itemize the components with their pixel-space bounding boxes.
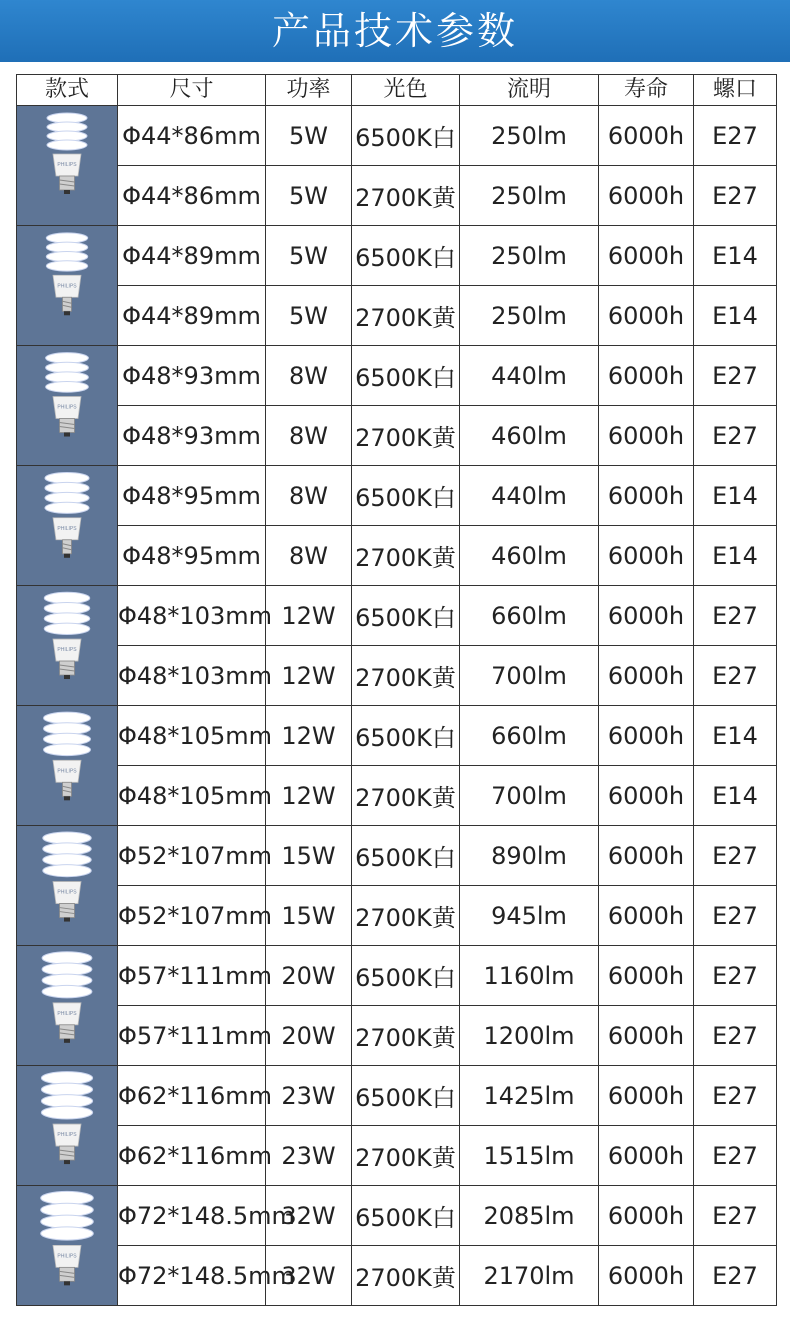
cell-base: E14 [694, 226, 777, 286]
cell-power: 32W [266, 1186, 352, 1246]
cell-base: E27 [694, 1186, 777, 1246]
cell-life: 6000h [599, 406, 694, 466]
cell-power: 23W [266, 1066, 352, 1126]
cell-life: 6000h [599, 286, 694, 346]
svg-text:PHILIPS: PHILIPS [57, 767, 77, 774]
cell-base: E14 [694, 706, 777, 766]
product-image-cell [17, 346, 118, 466]
cell-power: 8W [266, 346, 352, 406]
bulb-image [33, 830, 101, 942]
cell-lumen: 250lm [460, 166, 599, 226]
cell-base: E27 [694, 166, 777, 226]
cell-life: 6000h [599, 766, 694, 826]
bulb-image [33, 230, 101, 342]
header-row [17, 75, 777, 106]
cell-size: Φ72*148.5mm [118, 1246, 266, 1306]
cell-size: Φ52*107mm [118, 826, 266, 886]
cell-size: Φ62*116mm [118, 1126, 266, 1186]
cell-color: 2700K黄 [352, 286, 460, 346]
cell-color: 6500K白 [352, 706, 460, 766]
cell-life: 6000h [599, 166, 694, 226]
product-image-cell [17, 586, 118, 706]
page-title: 产品技术参数 [271, 9, 518, 53]
cell-base: E27 [694, 1006, 777, 1066]
cell-lumen: 2170lm [460, 1246, 599, 1306]
cell-power: 5W [266, 166, 352, 226]
cell-color: 6500K白 [352, 826, 460, 886]
header-color: 光色 [352, 75, 460, 106]
cell-base: E14 [694, 466, 777, 526]
cell-color: 6500K白 [352, 466, 460, 526]
cell-lumen: 1160lm [460, 946, 599, 1006]
cell-life: 6000h [599, 646, 694, 706]
cell-lumen: 440lm [460, 466, 599, 526]
cell-life: 6000h [599, 1186, 694, 1246]
cell-base: E27 [694, 886, 777, 946]
cell-power: 5W [266, 106, 352, 166]
bulb-image [33, 350, 101, 462]
cell-size: Φ52*107mm [118, 886, 266, 946]
header-lumen: 流明 [460, 75, 599, 106]
cell-lumen: 700lm [460, 766, 599, 826]
table-row [17, 1006, 777, 1066]
cell-size: Φ44*86mm [118, 166, 266, 226]
header-style: 款式 [17, 75, 118, 106]
cell-life: 6000h [599, 1066, 694, 1126]
product-image-cell [17, 826, 118, 946]
cell-color: 2700K黄 [352, 1246, 460, 1306]
cell-base: E27 [694, 946, 777, 1006]
cell-size: Φ48*103mm [118, 586, 266, 646]
cell-size: Φ57*111mm [118, 946, 266, 1006]
cell-lumen: 700lm [460, 646, 599, 706]
bulb-image [33, 1070, 101, 1182]
table-row [17, 766, 777, 826]
cell-power: 8W [266, 526, 352, 586]
cell-base: E27 [694, 1246, 777, 1306]
header-base: 螺口 [694, 75, 777, 106]
cell-base: E27 [694, 106, 777, 166]
cell-color: 2700K黄 [352, 1126, 460, 1186]
table-row [17, 826, 777, 886]
cell-lumen: 440lm [460, 346, 599, 406]
cell-base: E27 [694, 1066, 777, 1126]
cell-power: 12W [266, 766, 352, 826]
cell-life: 6000h [599, 526, 694, 586]
cell-lumen: 250lm [460, 106, 599, 166]
svg-text:PHILIPS: PHILIPS [57, 282, 77, 289]
cell-base: E27 [694, 646, 777, 706]
product-image-cell [17, 1186, 118, 1306]
cell-power: 15W [266, 826, 352, 886]
svg-text:PHILIPS: PHILIPS [57, 1252, 77, 1259]
cell-lumen: 660lm [460, 586, 599, 646]
cell-power: 32W [266, 1246, 352, 1306]
header-power: 功率 [266, 75, 352, 106]
svg-text:PHILIPS: PHILIPS [57, 161, 77, 168]
table-row [17, 646, 777, 706]
cell-power: 23W [266, 1126, 352, 1186]
cell-lumen: 890lm [460, 826, 599, 886]
table-row [17, 586, 777, 646]
cell-life: 6000h [599, 226, 694, 286]
product-image-cell [17, 1066, 118, 1186]
table-row [17, 466, 777, 526]
cell-base: E14 [694, 526, 777, 586]
cell-life: 6000h [599, 586, 694, 646]
cell-size: Φ44*86mm [118, 106, 266, 166]
bulb-image [33, 590, 101, 702]
header-size: 尺寸 [118, 75, 266, 106]
cell-base: E27 [694, 406, 777, 466]
bulb-image [33, 710, 101, 822]
cell-lumen: 460lm [460, 406, 599, 466]
table-row [17, 286, 777, 346]
cell-power: 8W [266, 466, 352, 526]
cell-color: 2700K黄 [352, 646, 460, 706]
product-image-cell [17, 946, 118, 1066]
bulb-image [33, 1190, 101, 1302]
table-row [17, 1186, 777, 1246]
cell-lumen: 250lm [460, 286, 599, 346]
cell-life: 6000h [599, 346, 694, 406]
cell-power: 12W [266, 706, 352, 766]
product-image-cell [17, 106, 118, 226]
table-row [17, 526, 777, 586]
cell-color: 6500K白 [352, 946, 460, 1006]
cell-power: 8W [266, 406, 352, 466]
cell-size: Φ44*89mm [118, 226, 266, 286]
product-image-cell [17, 226, 118, 346]
cell-color: 2700K黄 [352, 166, 460, 226]
cell-color: 6500K白 [352, 1186, 460, 1246]
cell-base: E27 [694, 1126, 777, 1186]
cell-lumen: 1515lm [460, 1126, 599, 1186]
cell-size: Φ62*116mm [118, 1066, 266, 1126]
product-image-cell [17, 706, 118, 826]
cell-lumen: 460lm [460, 526, 599, 586]
svg-text:PHILIPS: PHILIPS [57, 525, 77, 532]
cell-lumen: 1425lm [460, 1066, 599, 1126]
table-row [17, 1246, 777, 1306]
table-row [17, 226, 777, 286]
svg-text:PHILIPS: PHILIPS [57, 1010, 77, 1017]
cell-power: 20W [266, 946, 352, 1006]
cell-size: Φ48*95mm [118, 526, 266, 586]
header-life: 寿命 [599, 75, 694, 106]
cell-base: E27 [694, 586, 777, 646]
cell-power: 15W [266, 886, 352, 946]
table-row [17, 706, 777, 766]
cell-color: 6500K白 [352, 586, 460, 646]
cell-power: 12W [266, 646, 352, 706]
cell-power: 12W [266, 586, 352, 646]
table-row [17, 946, 777, 1006]
cell-color: 2700K黄 [352, 406, 460, 466]
svg-text:PHILIPS: PHILIPS [57, 889, 77, 896]
cell-lumen: 660lm [460, 706, 599, 766]
spec-table [16, 74, 777, 1306]
cell-lumen: 2085lm [460, 1186, 599, 1246]
cell-power: 5W [266, 286, 352, 346]
cell-base: E14 [694, 766, 777, 826]
bulb-image [33, 950, 101, 1062]
bulb-image [33, 110, 101, 222]
cell-color: 6500K白 [352, 1066, 460, 1126]
svg-text:PHILIPS: PHILIPS [57, 1131, 77, 1138]
cell-size: Φ48*93mm [118, 346, 266, 406]
cell-power: 20W [266, 1006, 352, 1066]
cell-color: 2700K黄 [352, 1006, 460, 1066]
cell-life: 6000h [599, 886, 694, 946]
cell-base: E14 [694, 286, 777, 346]
cell-lumen: 1200lm [460, 1006, 599, 1066]
svg-text:PHILIPS: PHILIPS [57, 646, 77, 653]
cell-color: 2700K黄 [352, 526, 460, 586]
cell-color: 2700K黄 [352, 886, 460, 946]
table-row [17, 1126, 777, 1186]
title-banner [0, 0, 790, 62]
cell-color: 2700K黄 [352, 766, 460, 826]
cell-color: 6500K白 [352, 106, 460, 166]
table-row [17, 166, 777, 226]
cell-life: 6000h [599, 826, 694, 886]
cell-life: 6000h [599, 946, 694, 1006]
product-image-cell [17, 466, 118, 586]
cell-life: 6000h [599, 466, 694, 526]
table-row [17, 106, 777, 166]
cell-lumen: 250lm [460, 226, 599, 286]
bulb-image [33, 470, 101, 582]
cell-life: 6000h [599, 1126, 694, 1186]
cell-power: 5W [266, 226, 352, 286]
cell-color: 6500K白 [352, 346, 460, 406]
table-row [17, 346, 777, 406]
cell-life: 6000h [599, 1246, 694, 1306]
svg-text:PHILIPS: PHILIPS [57, 404, 77, 411]
cell-color: 6500K白 [352, 226, 460, 286]
cell-lumen: 945lm [460, 886, 599, 946]
cell-life: 6000h [599, 106, 694, 166]
cell-size: Φ48*93mm [118, 406, 266, 466]
cell-life: 6000h [599, 1006, 694, 1066]
cell-base: E27 [694, 346, 777, 406]
cell-size: Φ44*89mm [118, 286, 266, 346]
cell-size: Φ57*111mm [118, 1006, 266, 1066]
cell-base: E27 [694, 826, 777, 886]
cell-size: Φ48*105mm [118, 766, 266, 826]
table-row [17, 886, 777, 946]
table-row [17, 1066, 777, 1126]
cell-life: 6000h [599, 706, 694, 766]
cell-size: Φ48*105mm [118, 706, 266, 766]
cell-size: Φ48*103mm [118, 646, 266, 706]
cell-size: Φ72*148.5mm [118, 1186, 266, 1246]
table-row [17, 406, 777, 466]
cell-size: Φ48*95mm [118, 466, 266, 526]
